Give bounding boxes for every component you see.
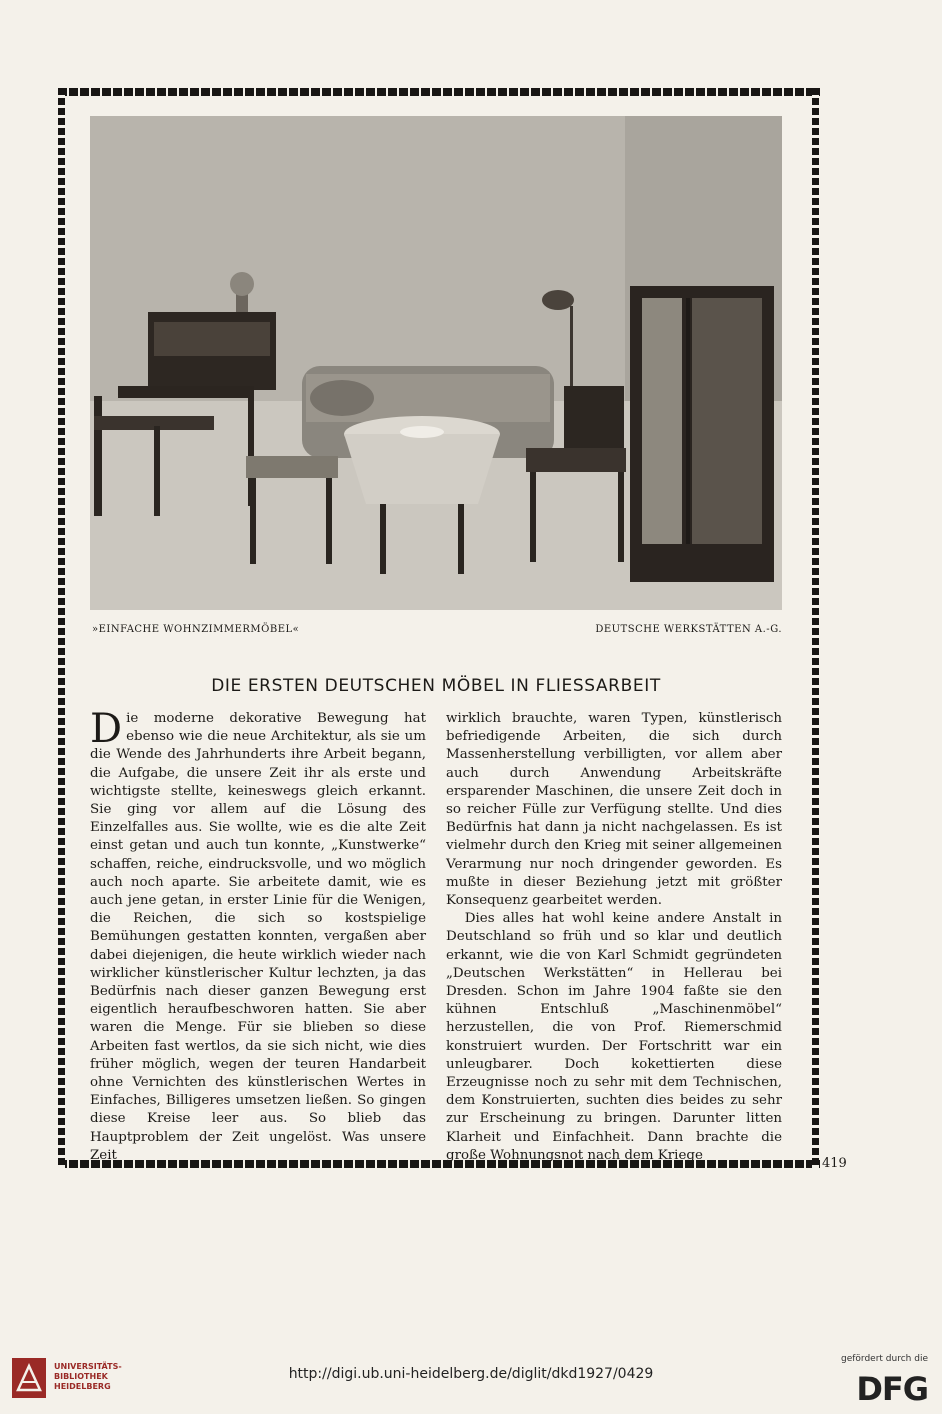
- paragraph: [90, 706, 426, 1165]
- drop-cap: D: [90, 706, 123, 752]
- source-url[interactable]: http://digi.ub.uni-heidelberg.de/diglit/dkd1927/0429: [288, 1366, 654, 1382]
- paragraph: Dies alles hat wohl keine andere Anstalt in Deutschland so früh und so klar und deutlich erkannt, wie die von Karl Schmidt gegründeten „Deutschen Werkstätten“ in Hellerau bei Dresden. Schon im Jahre 1904 faßte sie den kühnen Entschluß „Maschinenmöbel“ herzustellen, die von Prof. Riemerschmid konstruiert wurden. Der Fortschritt war ein unleugbarer. Doch kokettierten diese Erzeugnisse noch zu sehr mit dem Technischen, dem Konstruierten, suchten dies beides zu sehr zur Erscheinung zu bringen. Darunter litten Klarheit und Einfachheit. Dann brachte die große Wohnungsnot nach dem Kriege: [446, 911, 782, 1163]
- figure-caption-right: DEUTSCHE WERKSTÄTTEN A.-G.: [595, 624, 782, 635]
- figure-caption-left: »EINFACHE WOHNZIMMERMÖBEL«: [92, 624, 300, 635]
- border-right: [812, 88, 819, 1168]
- page-number: 419: [822, 1156, 847, 1171]
- furniture-photo: [90, 116, 782, 610]
- library-name-line: HEIDELBERG: [54, 1382, 111, 1391]
- paragraph: wirklich brauchte, waren Typen, künstlerisch befriedigende Arbeiten, die sich durch Massenherstellung verbilligten, vor allem aber auch durch Anwendung Arbeitskräfte ersparender Maschinen, die unsere Zeit doch in so reicher Fülle zur Verfügung stellte. Und dies Bedürfnis hat dann ja nicht nachgelassen. Es ist vielmehr durch den Krieg mit seiner allgemeinen Verarmung nur noch dringender geworden. Es mußte in dieser Beziehung jetzt mit größter Konsequenz gearbeitet werden.: [446, 711, 782, 909]
- library-name-line: BIBLIOTHEK: [54, 1372, 108, 1381]
- paragraph-text: ie moderne dekorative Bewegung hat ebenso wie die neue Architektur, als sie um die Wende des Jahrhunderts ihre Arbeit begann, die Aufgabe, die unsere Zeit ihr als erste und wichtigste stellte, keineswegs gleich erkannt. Sie ging vor allem auf die Lösung des Einzelfalles aus. Sie wollte, wie es die alte Zeit einst getan und auch tun konnte, „Kunstwerke“ schaffen, reiche, eindrucksvolle, und wo möglich auch noch aparte. Sie arbeitete damit, wie es auch jene getan, in erster Linie für die Wenigen, die Reichen, die sich so kostspielige Bemühungen gestatten konnten, vergaßen aber dabei diejenigen, die heute wirklich wieder nach wirklicher künstlerischer Kultur lechzten, ja das Bedürfnis nach dieser ganzen Bewegung erst eigentlich heraufbeschworen hatten. Sie aber waren die Menge. Für sie blieben so diese Arbeiten fast wertlos, da sie sich nicht, wie dies früher möglich, wegen der teuren Handarbeit ohne Vernichten des künstlerischen Wertes in Einfaches, Billigeres umsetzen ließen. So gingen diese Kreise leer aus. So blieb das Hauptproblem der Zeit ungelöst. Was unsere Zeit: [90, 711, 426, 1163]
- library-name-line: UNIVERSITÄTS-: [54, 1362, 122, 1371]
- funding-label: gefördert durch die: [841, 1354, 928, 1364]
- article-column-right: [446, 710, 782, 1165]
- article-column-left: [90, 706, 426, 1165]
- article-title: DIE ERSTEN DEUTSCHEN MÖBEL IN FLIESSARBEIT: [211, 676, 661, 696]
- border-left: [58, 88, 65, 1168]
- border-top: [58, 88, 820, 96]
- digitization-footer: [0, 1350, 942, 1414]
- dfg-logo: DFG: [856, 1370, 928, 1408]
- furniture-photo-icon: [90, 116, 782, 610]
